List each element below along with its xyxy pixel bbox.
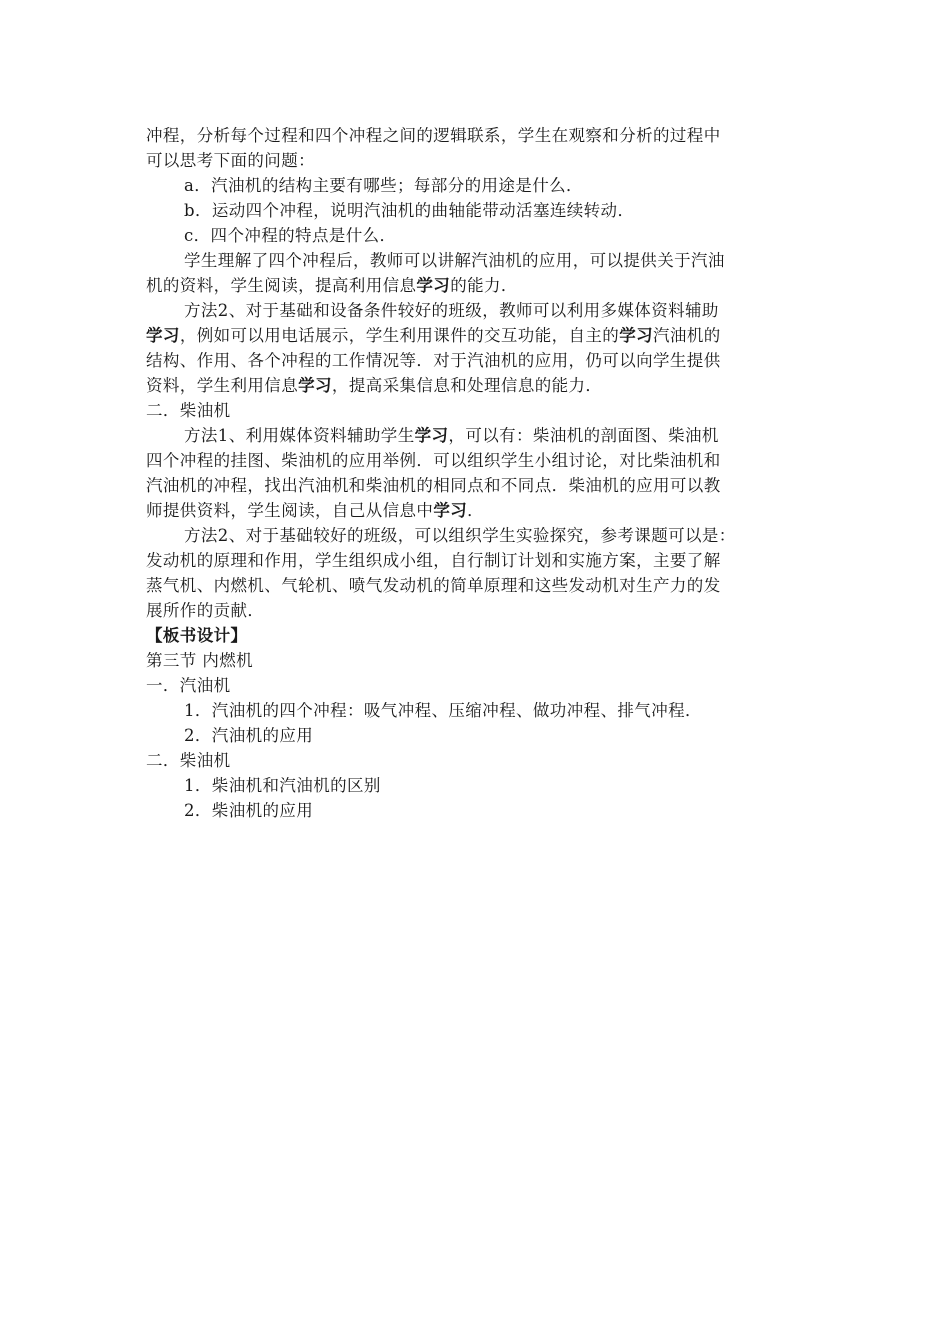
document-page — [146, 123, 806, 823]
text-run: ，提高采集信息和处理信息的能力． — [331, 376, 603, 395]
paragraph-line: 四个冲程的挂图、柴油机的应用举例．可以组织学生小组讨论，对比柴油机和 — [146, 451, 721, 470]
bold-keyword: 学习 — [619, 326, 654, 345]
paragraph-line — [146, 373, 806, 398]
paragraph-line: 展所作的贡献． — [146, 601, 265, 620]
text-run: 师提供资料，学生阅读，自己从信息中 — [146, 501, 434, 520]
bold-keyword: 学习 — [416, 276, 451, 295]
bold-keyword: 学习 — [298, 376, 332, 395]
paragraph-line — [146, 423, 806, 448]
board-list-item: 1．汽油机的四个冲程：吸气冲程、压缩冲程、做功冲程、排气冲程． — [184, 701, 702, 720]
text-run: 方法1、利用媒体资料辅助学生 — [184, 426, 415, 445]
text-run: ，例如可以用电话展示，学生利用课件的交互功能，自主的 — [179, 326, 620, 345]
question-item: c．四个冲程的特点是什么． — [184, 226, 397, 245]
text-run: 汽油机的 — [653, 326, 721, 345]
board-list-item: 2．汽油机的应用 — [184, 726, 314, 745]
bold-keyword: 学习 — [433, 501, 468, 520]
paragraph-line: 汽油机的冲程，找出汽油机和柴油机的相同点和不同点．柴油机的应用可以教 — [146, 476, 721, 495]
section-heading-diesel: 二．柴油机 — [146, 401, 231, 420]
question-item: a．汽油机的结构主要有哪些；每部分的用途是什么． — [184, 176, 583, 195]
paragraph-line — [146, 323, 806, 348]
bold-keyword: 学习 — [146, 326, 180, 345]
board-list-item: 1．柴油机和汽油机的区别 — [184, 776, 381, 795]
text-run: ． — [467, 501, 485, 520]
board-list-item: 2．柴油机的应用 — [184, 801, 314, 820]
paragraph-line — [146, 273, 806, 298]
text-run: 的能力． — [450, 276, 518, 295]
paragraph-line: 冲程，分析每个过程和四个冲程之间的逻辑联系，学生在观察和分析的过程中 — [146, 126, 721, 145]
paragraph-line: 方法2、对于基础较好的班级，可以组织学生实验探究，参考课题可以是： — [184, 526, 736, 545]
paragraph-line — [146, 498, 806, 523]
board-design-title: 第三节 内燃机 — [146, 651, 254, 670]
paragraph-line: 学生理解了四个冲程后，教师可以讲解汽油机的应用，可以提供关于汽油 — [184, 251, 725, 270]
text-run: 机的资料，学生阅读，提高利用信息 — [146, 276, 417, 295]
board-section-gasoline: 一．汽油机 — [146, 676, 231, 695]
board-section-diesel: 二．柴油机 — [146, 751, 231, 770]
bold-keyword: 学习 — [414, 426, 449, 445]
paragraph-line: 结构、作用、各个冲程的工作情况等．对于汽油机的应用，仍可以向学生提供 — [146, 351, 721, 370]
text-run: ，可以有：柴油机的剖面图、柴油机 — [448, 426, 719, 445]
board-design-heading: 【板书设计】 — [146, 626, 248, 645]
paragraph-line: 蒸气机、内燃机、气轮机、喷气发动机的简单原理和这些发动机对生产力的发 — [146, 576, 721, 595]
question-item: b．运动四个冲程，说明汽油机的曲轴能带动活塞连续转动． — [184, 201, 635, 220]
paragraph-line: 发动机的原理和作用，学生组织成小组，自行制订计划和实施方案，主要了解 — [146, 551, 721, 570]
paragraph-line: 方法2、对于基础和设备条件较好的班级，教师可以利用多媒体资料辅助 — [184, 301, 719, 320]
text-run: 资料，学生利用信息 — [146, 376, 299, 395]
paragraph-line: 可以思考下面的问题： — [146, 151, 315, 170]
